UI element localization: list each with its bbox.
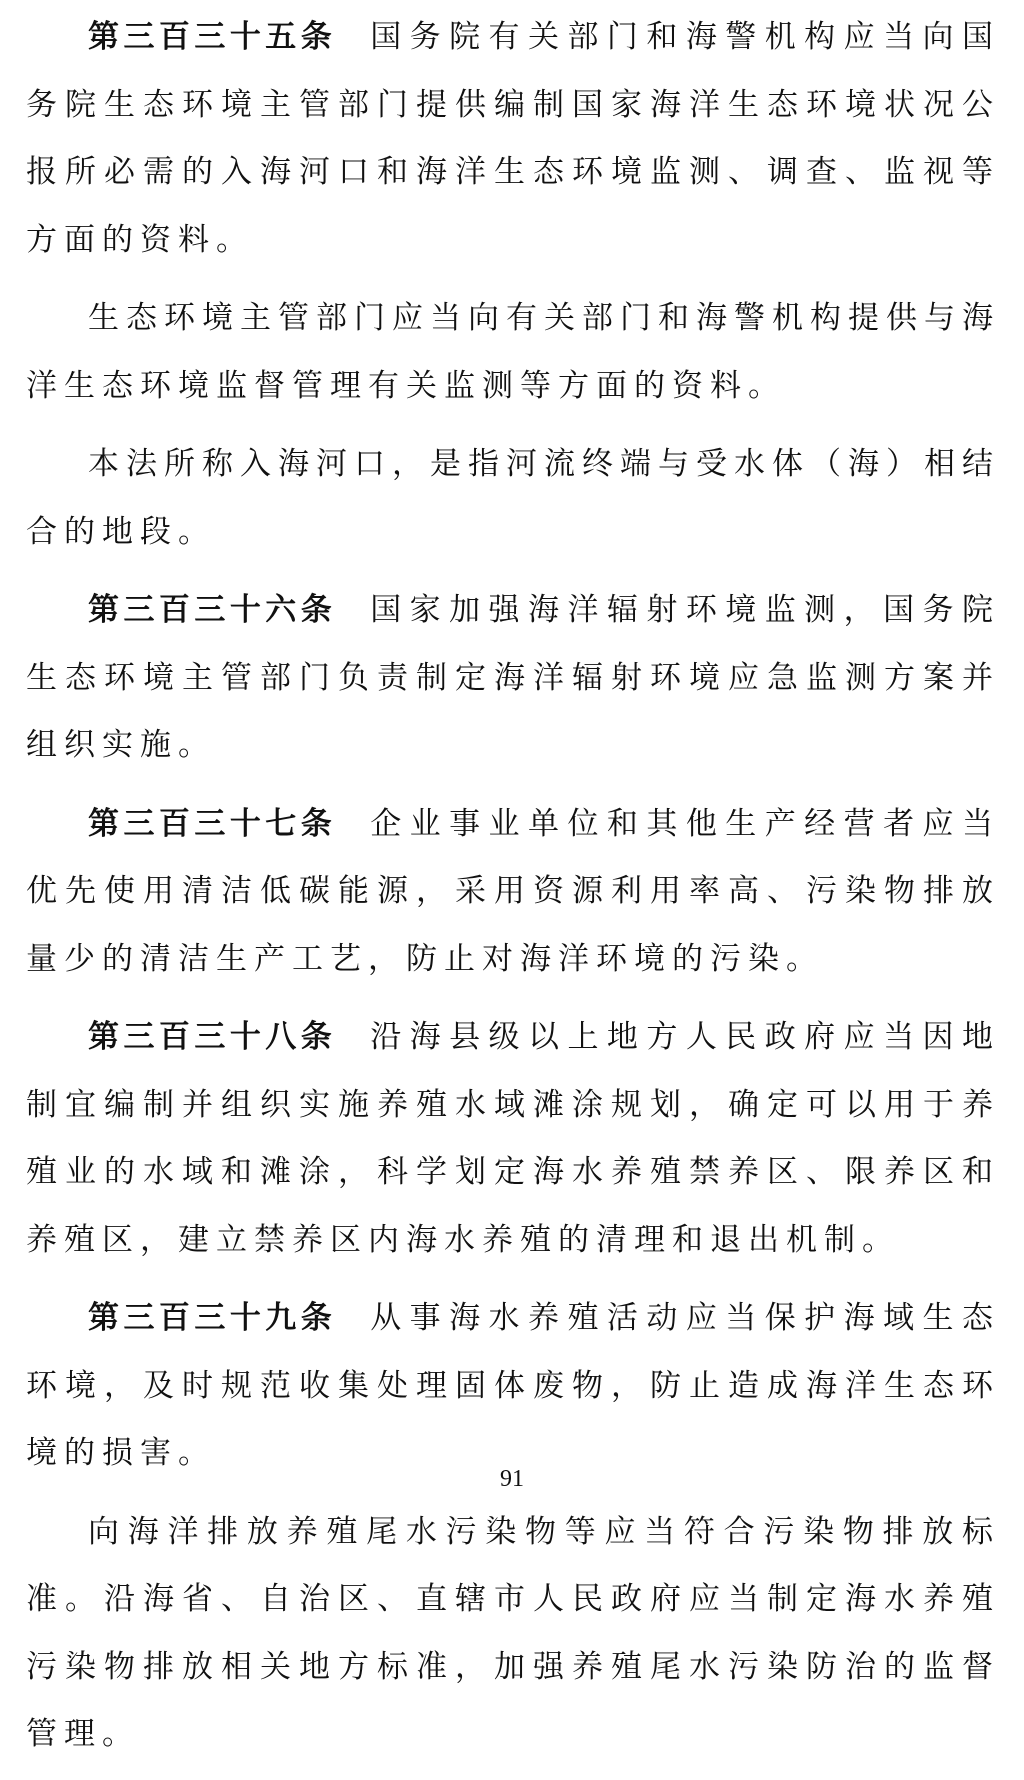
article-335-text: 国务院有关部门和海警机构应当向国务院生态环境主管部门提供编制国家海洋生态环境状况公报所必需的入海河口和海洋生态环境监测、调查、监视等方面的资料。	[26, 19, 1001, 258]
article-337-paragraph	[26, 791, 1000, 994]
article-336-title: 第三百三十六条	[88, 592, 337, 628]
page-number: 91	[500, 1466, 524, 1492]
article-339-title: 第三百三十九条	[88, 1300, 337, 1336]
article-337-title: 第三百三十七条	[88, 805, 337, 842]
article-338-paragraph	[26, 1004, 1000, 1274]
article-336-text: 国家加强海洋辐射环境监测，国务院生态环境主管部门负责制定海洋辐射环境应急监测方案并组织实施。	[26, 592, 1001, 763]
article-335-paragraph-3: 本法所称入海河口，是指河流终端与受水体（海）相结合的地段。	[26, 446, 1000, 550]
article-337-text: 企业事业单位和其他生产经营者应当优先使用清洁低碳能源，采用资源利用率高、污染物排放量少的清洁生产工艺，防止对海洋环境的污染。	[26, 805, 1001, 977]
article-339-paragraph-2: 向海洋排放养殖尾水污染物等应当符合污染物排放标准。沿海省、自治区、直辖市人民政府应当制定海水养殖污染物排放相关地方标准，加强养殖尾水污染防治的监督管理。	[26, 1513, 1000, 1752]
article-338-text: 沿海县级以上地方人民政府应当因地制宜编制并组织实施养殖水域滩涂规划，确定可以用于养殖业的水域和滩涂，科学划定海水养殖禁养区、限养区和养殖区，建立禁养区内海水养殖的清理和退出机制。	[26, 1019, 1001, 1258]
article-339-paragraph	[26, 1285, 1000, 1488]
article-335-title: 第三百三十五条	[88, 19, 337, 55]
article-339-text: 从事海水养殖活动应当保护海域生态环境，及时规范收集处理固体废物，防止造成海洋生态环境的损害。	[26, 1300, 1001, 1471]
article-338-title: 第三百三十八条	[88, 1019, 337, 1055]
article-335-paragraph	[26, 4, 1000, 274]
document-page	[26, 4, 1000, 1780]
article-336-paragraph	[26, 577, 1000, 780]
article-335-paragraph-2: 生态环境主管部门应当向有关部门和海警机构提供与海洋生态环境监督管理有关监测等方面的资料。	[26, 300, 1000, 404]
